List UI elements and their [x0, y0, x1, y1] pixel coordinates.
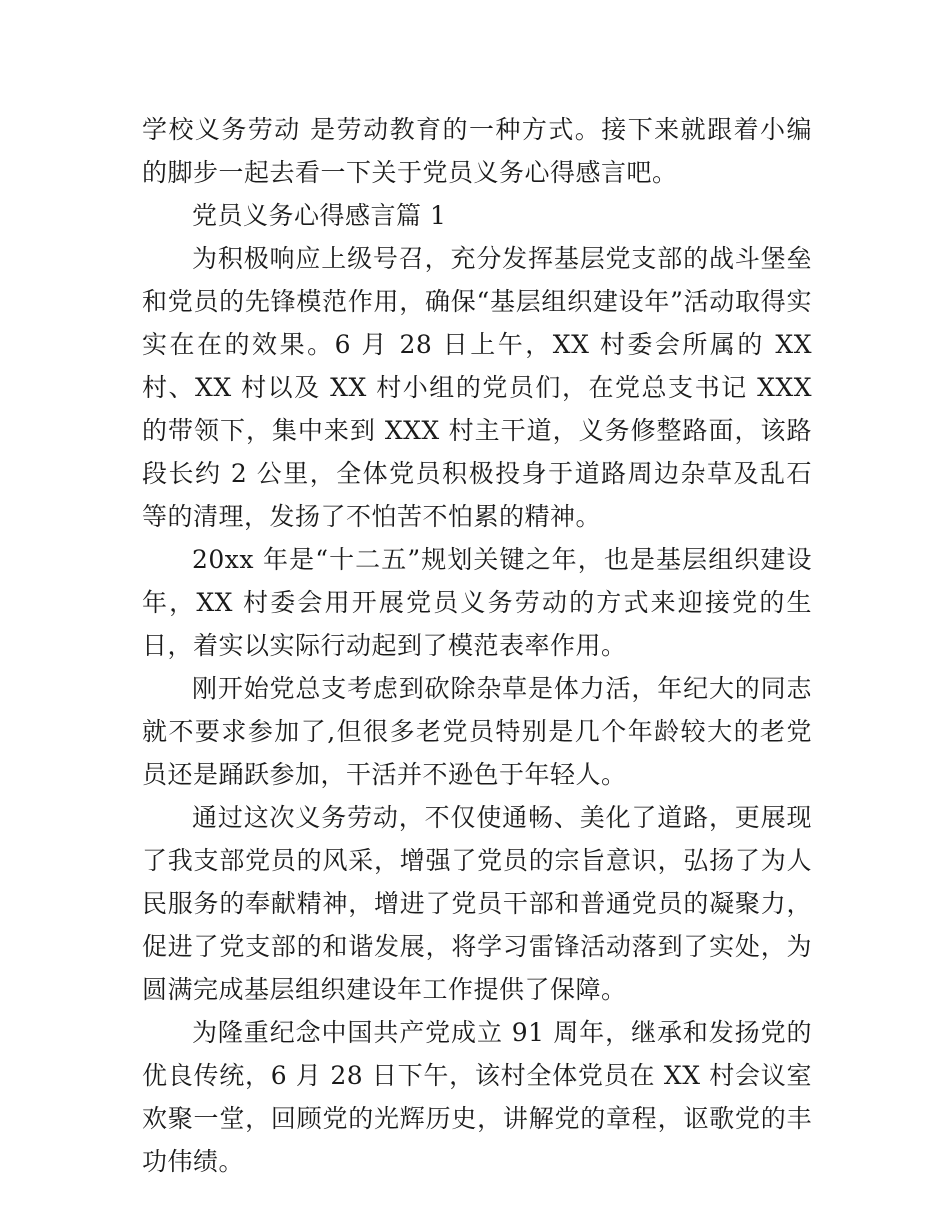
paragraph: 刚开始党总支考虑到砍除杂草是体力活，年纪大的同志就不要求参加了,但很多老党员特别是几个年龄较大的老党员还是踊跃参加，干活并不逊色于年轻人。: [142, 674, 812, 789]
paragraph: 20xx 年是“十二五”规划关键之年，也是基层组织建设年，XX 村委会用开展党员义务劳动的方式来迎接党的生日，着实以实际行动起到了模范表率作用。: [142, 545, 812, 660]
paragraph: 为隆重纪念中国共产党成立 91 周年，继承和发扬党的优良传统，6 月 28 日下午，该村全体党员在 XX 村会议室欢聚一堂，回顾党的光辉历史，讲解党的章程，讴歌党的丰功伟绩。: [142, 1018, 812, 1176]
paragraph: 为积极响应上级号召，充分发挥基层党支部的战斗堡垒和党员的先锋模范作用，确保“基层组织建设年”活动取得实实在在的效果。6 月 28 日上午，XX 村委会所属的 XX 村、XX 村以及 XX 村小组的党员们，在党总支书记 XXX 的带领下，集中来到 XXX 村主干道，义务修整路面，该路段长约 2 公里，全体党员积极投身于道路周边杂草及乱石等的清理，发扬了不怕苦不怕累的精神。: [142, 244, 812, 531]
document-body: [142, 108, 812, 1183]
paragraph-intro: 学校义务劳动 是劳动教育的一种方式。接下来就跟着小编的脚步一起去看一下关于党员义务心得感言吧。: [142, 115, 812, 187]
section-heading: 党员义务心得感言篇 1: [192, 201, 447, 230]
paragraph: 通过这次义务劳动，不仅使通畅、美化了道路，更展现了我支部党员的风采，增强了党员的宗旨意识，弘扬了为人民服务的奉献精神，增进了党员干部和普通党员的凝聚力，促进了党支部的和谐发展，将学习雷锋活动落到了实处，为圆满完成基层组织建设年工作提供了保障。: [142, 803, 812, 1004]
